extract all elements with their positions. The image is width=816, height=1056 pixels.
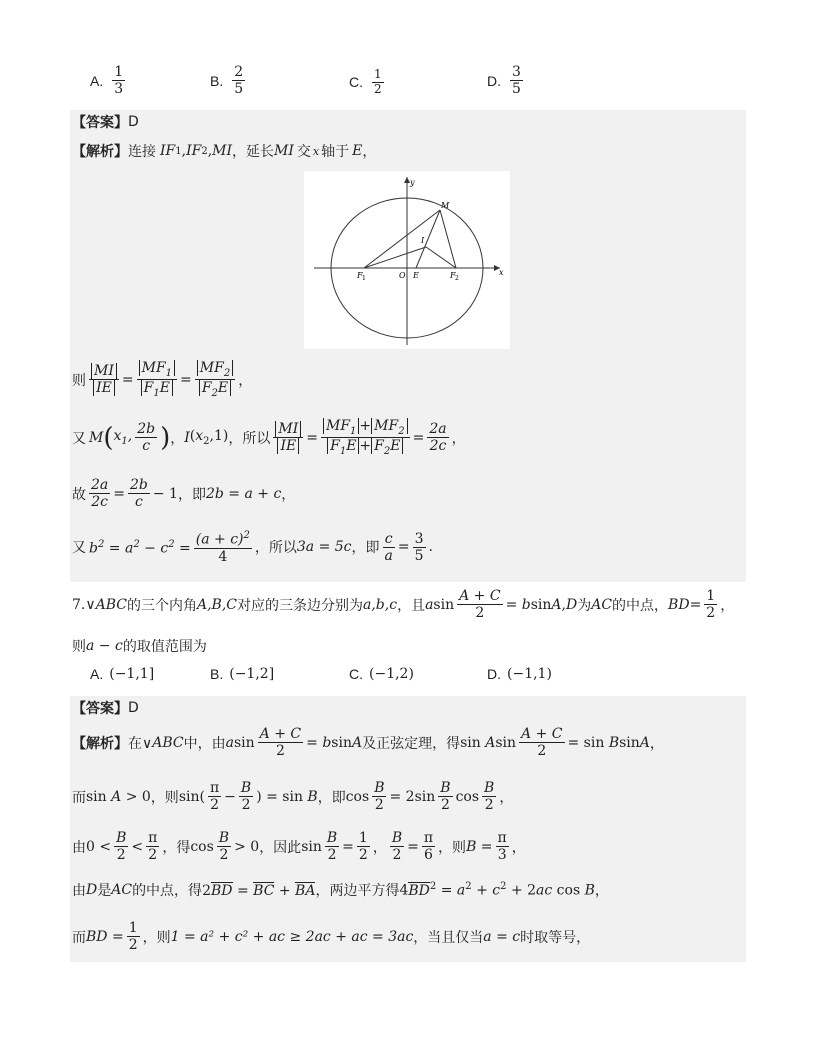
- option-label: C.: [349, 666, 363, 682]
- math: =: [113, 485, 125, 502]
- label-f1-sub: 1: [362, 275, 366, 282]
- q7-stem-line-2: [72, 636, 207, 656]
- math: =: [180, 371, 192, 388]
- option-numerator: 1: [114, 64, 124, 80]
- math: $(x_2,1)$: [189, 428, 229, 448]
- math: IE: [93, 380, 115, 396]
- text: 轴于: [321, 144, 350, 160]
- analysis-tag: 【解析】: [72, 144, 128, 160]
- text: ，: [720, 597, 735, 614]
- q7-analysis-line-3: [72, 830, 526, 863]
- option-denominator: 3: [114, 81, 124, 98]
- text: 的三个内角: [126, 597, 197, 614]
- math-sub: 2: [201, 145, 208, 157]
- math: I: [184, 429, 190, 446]
- text: 时取等号，: [520, 929, 591, 946]
- label-f2-sub: 2: [455, 275, 459, 282]
- text: ，则: [142, 929, 171, 946]
- label-e: E: [413, 271, 419, 280]
- text: 的中点，得: [132, 883, 203, 899]
- q7-option-b: [210, 666, 274, 682]
- math-sub: 1: [175, 145, 182, 157]
- q7-answer-line: [72, 698, 139, 718]
- math: A,B,C: [196, 596, 237, 613]
- text: ，则: [150, 789, 179, 806]
- math: A + C: [459, 588, 501, 604]
- math: 2c: [429, 438, 447, 455]
- math: 3: [497, 847, 507, 864]
- ellipse-diagram: [304, 171, 510, 349]
- math: 3: [414, 530, 424, 547]
- text: 在∨: [128, 735, 153, 752]
- text: 是: [97, 883, 112, 899]
- text: ，则: [438, 839, 467, 856]
- math: π: [209, 780, 220, 796]
- text: 则: [72, 639, 86, 655]
- math: sin(: [178, 788, 205, 805]
- q7-option-d: [487, 666, 552, 682]
- math: BD: [668, 596, 690, 613]
- math: 2: [475, 605, 485, 622]
- text: ，: [170, 430, 185, 447]
- math: 2: [392, 847, 402, 864]
- option-value: (−1,1): [507, 666, 552, 682]
- text: ，所以: [254, 540, 297, 557]
- math: B: [391, 830, 403, 846]
- math: B: [218, 830, 230, 846]
- text: 而: [72, 789, 86, 806]
- math: 2: [374, 797, 384, 814]
- segment-m-f2: [440, 210, 456, 268]
- math: ABC: [95, 596, 127, 613]
- text: ，两边平方得: [315, 883, 400, 899]
- text: .: [428, 539, 433, 556]
- math: <: [131, 838, 144, 855]
- q6-option-a: [90, 64, 128, 97]
- text: ，即: [177, 486, 206, 503]
- math: c: [384, 530, 393, 547]
- math: − 1: [152, 485, 178, 502]
- label-f1: F: [357, 271, 363, 280]
- text: ，延长: [232, 144, 275, 160]
- option-numerator: 1: [374, 67, 382, 81]
- math: $b^2 = a^2 - c^2$ =: [89, 538, 191, 557]
- math: B: [466, 838, 477, 855]
- math: =: [107, 928, 124, 945]
- text: 为: [577, 597, 592, 614]
- text: ，: [451, 430, 466, 447]
- math: 2: [275, 743, 285, 760]
- text: 对应的三条边分别为: [237, 597, 363, 614]
- text: 由: [72, 883, 86, 899]
- math: sin Asin: [460, 734, 517, 751]
- math: $MF_1$: [139, 360, 175, 376]
- math: E: [352, 143, 363, 159]
- text: ，: [372, 839, 387, 856]
- label-f2: F: [450, 271, 456, 280]
- label-m: M: [441, 201, 450, 210]
- math: sin A > 0: [86, 788, 151, 805]
- math: B: [326, 830, 338, 846]
- text: 中，由: [183, 735, 226, 752]
- text: 及正弦定理，得: [362, 735, 461, 752]
- math: 0 <: [86, 838, 112, 855]
- math: 2: [116, 847, 126, 864]
- math: ,: [207, 143, 213, 159]
- math: 2: [128, 937, 138, 954]
- q6-analysis-line-3: [72, 418, 466, 458]
- option-denominator: 2: [374, 81, 382, 96]
- math: 2c: [91, 494, 108, 511]
- math: B: [440, 780, 451, 796]
- math: ) = sin B: [256, 788, 318, 805]
- text: ，即: [351, 540, 380, 557]
- math: cos: [345, 788, 370, 805]
- q6-analysis-line-5: [72, 530, 433, 565]
- math: IE: [277, 438, 299, 454]
- math: 4: [218, 548, 228, 565]
- text: 则: [72, 372, 86, 389]
- math: 2: [210, 797, 220, 814]
- option-label: B.: [210, 666, 224, 682]
- text: 而: [72, 929, 86, 946]
- q7-option-a: [90, 666, 154, 682]
- math: = 2sin: [389, 788, 436, 805]
- q7-analysis-line-4: [72, 880, 609, 900]
- math: =: [407, 838, 419, 855]
- text: 连接: [128, 144, 156, 160]
- ellipse-figure: [304, 171, 510, 349]
- math: = bsinA: [306, 734, 363, 751]
- q6-analysis-line-4: [72, 477, 295, 510]
- math: 2b: [130, 477, 148, 493]
- answer-tag: 【答案】: [72, 701, 128, 717]
- q6-option-b: [210, 64, 248, 97]
- option-label: D.: [487, 666, 501, 682]
- math: 2: [537, 743, 547, 760]
- math: =: [689, 596, 702, 613]
- math: 2a: [429, 421, 447, 438]
- math: 2a: [91, 477, 109, 493]
- math: A + C: [521, 726, 563, 742]
- math: D: [86, 882, 98, 898]
- math: =: [342, 838, 354, 855]
- math: MI: [91, 363, 117, 379]
- math: 6: [424, 847, 433, 864]
- text: ，: [281, 486, 296, 503]
- text: 又: [72, 540, 86, 557]
- text: ，: [511, 839, 526, 856]
- q7-option-c: [349, 666, 414, 682]
- math: 2: [706, 605, 716, 622]
- text: ，: [499, 789, 514, 806]
- math: M: [89, 429, 104, 446]
- math: $F_1E$: [141, 380, 173, 396]
- text: ，因此: [259, 839, 302, 856]
- text: ，: [238, 372, 253, 389]
- math: a − c: [86, 638, 123, 654]
- q6-option-c: [349, 68, 387, 97]
- option-label: D.: [487, 72, 501, 89]
- math: c: [135, 494, 143, 511]
- q6-option-d: [487, 64, 526, 97]
- text: ，: [362, 144, 377, 160]
- option-numerator: 3: [512, 64, 521, 80]
- math: 2: [148, 847, 158, 864]
- text: 故: [72, 486, 86, 503]
- option-value: (−1,2]: [229, 666, 275, 682]
- math: sin: [301, 838, 322, 855]
- math: B: [374, 780, 385, 796]
- label-x: x: [499, 268, 504, 277]
- option-numerator: 2: [234, 64, 244, 80]
- math: a,b,c: [363, 596, 398, 613]
- math: cos: [190, 838, 214, 855]
- analysis-tag: 【解析】: [72, 735, 128, 752]
- math: $MF_2$: [197, 360, 233, 376]
- math: 2: [327, 847, 337, 864]
- q7-stem-line-1: [72, 588, 734, 621]
- text: 又: [72, 430, 86, 447]
- math: 5: [414, 547, 424, 564]
- math: MI: [274, 143, 294, 159]
- q7-analysis-line-2: [72, 780, 513, 813]
- math: > 0: [234, 838, 260, 855]
- question-number: 7.∨: [72, 596, 96, 613]
- text: ，所以: [228, 430, 271, 447]
- q7-analysis-line-1: [72, 726, 664, 759]
- text: 交: [296, 144, 311, 160]
- math: asin: [225, 734, 255, 751]
- text: ，得: [162, 839, 191, 856]
- answer-tag: 【答案】: [72, 115, 128, 131]
- option-label: A.: [90, 72, 104, 89]
- math: IF: [160, 143, 176, 159]
- text: 的中点，: [612, 597, 669, 614]
- math: $4BD^2 = a^2 + c^2 + 2ac$ cos B: [399, 881, 595, 899]
- label-o: O: [399, 271, 406, 280]
- text: 由: [72, 839, 86, 856]
- math: ABC: [152, 734, 184, 751]
- math: −: [224, 788, 236, 805]
- math: $F_1E + F_2E$: [325, 438, 405, 457]
- math: 2: [358, 847, 368, 864]
- math: 2: [484, 797, 494, 814]
- math: 1 = a² + c² + ac ≥ 2ac + ac = 3ac: [170, 928, 414, 945]
- math: cos: [455, 788, 480, 805]
- math: c: [142, 438, 151, 455]
- math: π: [423, 830, 434, 846]
- option-label: A.: [90, 666, 104, 682]
- math: 3a = 5c: [296, 539, 352, 556]
- math: 1: [128, 920, 138, 936]
- q6-analysis-line-1: [72, 141, 376, 161]
- math: =: [412, 429, 425, 446]
- answer-value: D: [128, 700, 139, 716]
- math: AC: [111, 882, 133, 898]
- option-denominator: 5: [512, 81, 521, 98]
- segment-f1-m: [364, 210, 440, 268]
- segment-f1-i: [364, 247, 426, 268]
- math: $F_2E$: [199, 380, 231, 396]
- math: IF: [186, 143, 202, 159]
- math: 2: [241, 797, 251, 814]
- math: 2b = a + c: [205, 485, 282, 502]
- math: =: [476, 838, 493, 855]
- math: =: [306, 429, 318, 446]
- math: $x_1$,: [113, 428, 133, 448]
- math: 2b: [137, 421, 156, 438]
- math: =: [397, 539, 410, 556]
- math: 2: [219, 847, 229, 864]
- math: $(a + c)^2$: [195, 530, 250, 548]
- option-value: (−1,1]: [109, 666, 155, 682]
- text: ，且: [397, 597, 426, 614]
- math: = bsinA,D: [505, 596, 578, 613]
- option-label: C.: [349, 74, 363, 91]
- math: x: [312, 144, 320, 158]
- math: BD: [86, 928, 108, 945]
- math: a: [384, 547, 393, 564]
- math: ): [160, 422, 171, 453]
- math: sin: [433, 596, 455, 613]
- option-value: (−1,2): [369, 666, 414, 682]
- text: ，即: [317, 789, 346, 806]
- math: a = c: [483, 928, 521, 945]
- math: 1: [358, 830, 368, 846]
- label-y: y: [410, 178, 415, 187]
- math: A + C: [259, 726, 302, 742]
- math: ,: [181, 143, 187, 159]
- option-label: B.: [210, 72, 224, 89]
- q7-analysis-line-5: [72, 920, 590, 953]
- math: B: [240, 780, 252, 796]
- math: 2BD = BC + BA: [202, 882, 316, 899]
- math: 2: [440, 797, 450, 814]
- text: 的取值范围为: [122, 639, 207, 655]
- math: B: [116, 830, 127, 846]
- math: AC: [591, 596, 613, 613]
- math: a: [425, 596, 434, 613]
- math: 1: [706, 588, 716, 604]
- q6-analysis-line-2: [72, 360, 252, 400]
- text: ，: [649, 735, 664, 752]
- math: π: [148, 830, 158, 846]
- math: (: [103, 422, 114, 453]
- text: ，: [594, 883, 609, 899]
- math: MI: [275, 421, 301, 437]
- answer-value: D: [128, 114, 139, 130]
- label-i: I: [421, 236, 425, 245]
- option-denominator: 5: [234, 81, 244, 98]
- math: = sin BsinA: [567, 734, 650, 751]
- q6-answer-line: [72, 112, 139, 132]
- math: B: [484, 780, 495, 796]
- math: π: [497, 830, 507, 846]
- math: =: [121, 371, 134, 388]
- text: ，当且仅当: [413, 929, 484, 946]
- math: MI: [212, 143, 233, 159]
- math: $MF_1 + MF_2$: [321, 418, 410, 438]
